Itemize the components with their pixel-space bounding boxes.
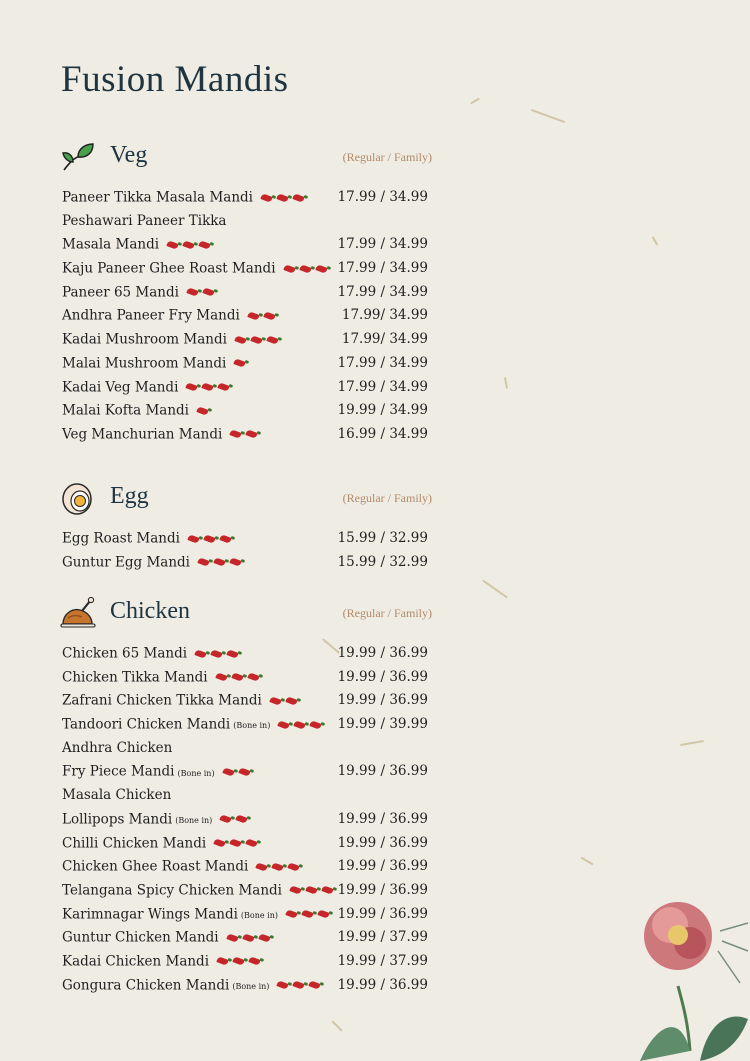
chili-icon — [218, 382, 230, 391]
chili-icon — [256, 862, 268, 871]
menu-item-row — [60, 304, 434, 328]
menu-item-row — [60, 642, 434, 666]
chili-icon — [203, 534, 215, 543]
item-price: 19.99 / 34.99 — [337, 402, 428, 419]
item-price: 15.99 / 32.99 — [337, 530, 428, 546]
item-name: Malai Mushroom Mandi — [62, 355, 227, 372]
spice-level — [234, 352, 250, 376]
spice-level — [186, 376, 234, 400]
chili-icon — [197, 557, 209, 566]
chili-icon — [166, 240, 178, 249]
roast-chicken-icon — [60, 596, 96, 632]
item-price: 19.99 / 36.99 — [337, 881, 428, 898]
chili-icon — [213, 838, 225, 847]
bone-in-note: (Bone in) — [233, 721, 271, 731]
item-price: 19.99 / 36.99 — [337, 905, 428, 922]
item-name: Guntur Egg Mandi — [62, 554, 190, 571]
menu-item-row — [60, 950, 434, 974]
item-name: Masala Mandi — [62, 236, 160, 253]
menu-item — [62, 399, 213, 423]
item-price: 17.99 / 34.99 — [337, 354, 428, 371]
menu-list — [60, 642, 434, 997]
menu-item-row — [60, 879, 434, 903]
menu-item-row — [60, 666, 434, 690]
spice-level — [187, 281, 219, 305]
item-price: 17.99 / 34.99 — [337, 260, 428, 277]
chili-icon — [248, 957, 260, 966]
item-price: 19.99 / 36.99 — [337, 858, 428, 875]
menu-item — [62, 328, 283, 352]
menu-item — [62, 210, 226, 234]
item-price: 17.99 / 34.99 — [337, 189, 428, 205]
menu-item — [62, 666, 264, 690]
item-price: 19.99 / 36.99 — [337, 668, 428, 685]
chili-icon — [202, 288, 214, 297]
item-name: Gongura Chicken Mandi — [62, 976, 230, 993]
menu-item-row — [60, 855, 434, 879]
menu-item — [62, 926, 275, 950]
spice-level — [167, 233, 215, 257]
chili-icon — [266, 335, 278, 344]
item-name: Chicken 65 Mandi — [62, 645, 188, 662]
chili-icon — [236, 815, 248, 824]
chili-icon — [299, 264, 311, 273]
item-name: Karimnagar Wings Mandi — [62, 905, 238, 922]
chili-icon — [258, 933, 270, 942]
chili-icon — [309, 980, 321, 989]
menu-item — [62, 551, 246, 575]
chili-icon — [232, 957, 244, 966]
chili-icon — [276, 193, 288, 202]
chili-icon — [187, 534, 199, 543]
spice-level — [198, 551, 246, 575]
menu-item — [62, 713, 326, 738]
menu-item-row — [60, 551, 434, 575]
chili-icon — [247, 672, 259, 681]
section-egg — [60, 481, 434, 574]
spice-level — [214, 832, 262, 856]
chili-icon — [260, 193, 272, 202]
chili-icon — [198, 240, 210, 249]
chili-icon — [229, 557, 241, 566]
item-price: 17.99/ 34.99 — [341, 307, 428, 324]
chili-icon — [294, 720, 306, 729]
item-name: Chilli Chicken Mandi — [62, 834, 207, 851]
item-price: 19.99 / 36.99 — [337, 645, 428, 661]
menu-item — [62, 737, 172, 761]
item-price: 17.99/ 34.99 — [341, 331, 428, 348]
item-name: Paneer Tikka Masala Mandi — [62, 189, 253, 206]
chili-icon — [238, 767, 250, 776]
item-price: 17.99 / 34.99 — [337, 236, 428, 253]
item-price: 19.99 / 36.99 — [337, 810, 428, 827]
menu-item — [62, 281, 219, 305]
item-name: Chicken Tikka Mandi — [62, 669, 208, 686]
chili-icon — [182, 240, 194, 249]
menu-item-row — [60, 737, 434, 761]
item-price: 17.99 / 34.99 — [337, 378, 428, 395]
item-name: Telangana Spicy Chicken Mandi — [62, 882, 283, 899]
chili-icon — [285, 909, 297, 918]
item-name: Kaju Paneer Ghee Roast Mandi — [62, 260, 276, 277]
spice-level — [261, 186, 309, 210]
menu-item-row — [60, 926, 434, 950]
chili-icon — [196, 406, 208, 415]
item-name: Malai Kofta Mandi — [62, 402, 189, 419]
menu-item-row — [60, 760, 434, 784]
menu-item-row — [60, 399, 434, 423]
spice-level — [278, 713, 326, 737]
menu-item — [62, 974, 325, 999]
egg-icon — [60, 481, 96, 517]
chili-icon — [292, 193, 304, 202]
item-name: Zafrani Chicken Tikka Mandi — [62, 692, 262, 709]
menu-item — [62, 642, 243, 666]
menu-item — [62, 760, 255, 785]
chili-icon — [289, 886, 301, 895]
chili-icon — [216, 957, 228, 966]
item-name: Andhra Chicken — [62, 739, 173, 756]
item-name: Fry Piece Mandi — [62, 763, 175, 780]
chili-icon — [285, 696, 297, 705]
menu-item-row — [60, 423, 434, 447]
menu-item — [62, 950, 265, 974]
item-price: 19.99 / 36.99 — [337, 763, 428, 780]
section-title: Veg — [110, 142, 148, 168]
spice-level — [195, 642, 243, 666]
leaf-icon — [60, 140, 96, 176]
chili-icon — [222, 767, 234, 776]
spice-level — [270, 689, 302, 713]
item-name: Kadai Mushroom Mandi — [62, 331, 227, 348]
section-header — [60, 481, 434, 517]
chili-icon — [220, 815, 232, 824]
menu-list — [60, 186, 434, 447]
item-name: Paneer 65 Mandi — [62, 284, 179, 301]
menu-item-row — [60, 689, 434, 713]
chili-icon — [321, 886, 333, 895]
menu-item — [62, 832, 262, 856]
menu-item — [62, 186, 309, 210]
chili-icon — [315, 264, 327, 273]
chili-icon — [245, 838, 257, 847]
spice-level — [197, 399, 213, 423]
spice-level — [188, 527, 236, 551]
flower-illustration — [630, 891, 750, 1061]
chili-icon — [247, 311, 259, 320]
spice-level — [216, 666, 264, 690]
menu-item — [62, 352, 250, 376]
spice-level — [227, 926, 275, 950]
menu-item-row — [60, 713, 434, 737]
chili-icon — [226, 933, 238, 942]
chili-icon — [186, 288, 198, 297]
item-price: 19.99 / 36.99 — [337, 834, 428, 851]
chili-icon — [246, 430, 258, 439]
menu-item-row — [60, 832, 434, 856]
spice-level — [286, 903, 334, 927]
menu-item — [62, 233, 215, 257]
size-columns-label: (Regular / Family) — [342, 150, 432, 164]
chili-icon — [301, 909, 313, 918]
chili-icon — [234, 359, 246, 368]
menu-item-row — [60, 527, 434, 551]
item-price: 17.99 / 34.99 — [337, 283, 428, 300]
menu-item — [62, 855, 304, 879]
size-columns-label: (Regular / Family) — [342, 491, 432, 505]
menu-item — [62, 257, 332, 281]
spice-level — [248, 304, 280, 328]
item-name: Masala Chicken — [62, 787, 172, 804]
chili-icon — [234, 335, 246, 344]
item-name: Lollipops Mandi — [62, 811, 173, 828]
bone-in-note: (Bone in) — [232, 981, 270, 991]
chili-icon — [210, 649, 222, 658]
menu-item — [62, 689, 302, 713]
spice-level — [217, 950, 265, 974]
chili-icon — [288, 862, 300, 871]
item-name: Egg Roast Mandi — [62, 530, 180, 547]
item-name: Veg Manchurian Mandi — [62, 426, 223, 443]
item-name: Andhra Paneer Fry Mandi — [62, 307, 240, 324]
spice-level — [256, 855, 304, 879]
menu-item-row — [60, 210, 434, 234]
menu-item — [62, 903, 334, 928]
section-veg — [60, 140, 434, 447]
spice-level — [220, 808, 252, 832]
section-title: Chicken — [110, 598, 190, 624]
item-price: 19.99 / 39.99 — [337, 716, 428, 733]
menu-item-row — [60, 352, 434, 376]
chili-icon — [226, 649, 238, 658]
item-name: Guntur Chicken Mandi — [62, 929, 219, 946]
item-name: Peshawari Paneer Tikka — [62, 212, 227, 229]
item-name: Kadai Veg Mandi — [62, 378, 179, 395]
chili-icon — [310, 720, 322, 729]
menu-item — [62, 304, 280, 328]
chili-icon — [194, 649, 206, 658]
item-name: Tandoori Chicken Mandi — [62, 716, 231, 733]
menu-item-row — [60, 376, 434, 400]
chili-icon — [242, 933, 254, 942]
menu-item-row — [60, 281, 434, 305]
chili-icon — [283, 264, 295, 273]
menu-item-row — [60, 328, 434, 352]
spice-level — [230, 423, 262, 447]
bone-in-note: (Bone in) — [177, 768, 215, 778]
section-header — [60, 140, 434, 176]
item-price: 16.99 / 34.99 — [337, 425, 428, 442]
menu-item — [62, 423, 262, 447]
chili-icon — [250, 335, 262, 344]
chili-icon — [269, 696, 281, 705]
section-header — [60, 596, 434, 632]
chili-icon — [231, 672, 243, 681]
item-price: 19.99 / 36.99 — [337, 976, 428, 993]
menu-item — [62, 879, 338, 903]
chili-icon — [213, 557, 225, 566]
chili-icon — [202, 382, 214, 391]
spice-level — [290, 879, 338, 903]
menu-item — [62, 527, 236, 551]
menu-item-row — [60, 257, 434, 281]
item-name: Kadai Chicken Mandi — [62, 953, 210, 970]
spice-level — [235, 328, 283, 352]
item-price: 19.99 / 37.99 — [337, 952, 428, 969]
item-price: 19.99 / 36.99 — [337, 692, 428, 709]
menu-item — [62, 784, 171, 808]
section-title: Egg — [110, 483, 149, 509]
chili-icon — [317, 909, 329, 918]
section-chicken — [60, 596, 434, 997]
menu-item-row — [60, 903, 434, 927]
chili-icon — [186, 382, 198, 391]
chili-icon — [277, 980, 289, 989]
spice-level — [277, 974, 325, 998]
chili-icon — [293, 980, 305, 989]
menu-item-row — [60, 808, 434, 832]
chili-icon — [219, 534, 231, 543]
item-price: 15.99 / 32.99 — [337, 553, 428, 570]
chili-icon — [230, 430, 242, 439]
chili-icon — [305, 886, 317, 895]
size-columns-label: (Regular / Family) — [342, 606, 432, 620]
chili-icon — [272, 862, 284, 871]
menu-item — [62, 808, 252, 833]
menu-item-row — [60, 784, 434, 808]
chili-icon — [215, 672, 227, 681]
bone-in-note: (Bone in) — [240, 910, 278, 920]
item-name: Chicken Ghee Roast Mandi — [62, 858, 249, 875]
menu-item-row — [60, 233, 434, 257]
menu-item — [62, 376, 234, 400]
chili-icon — [263, 311, 275, 320]
spice-level — [223, 760, 255, 784]
menu-item-row — [60, 186, 434, 210]
bone-in-note: (Bone in) — [175, 816, 213, 826]
spice-level — [284, 257, 332, 281]
menu-list — [60, 527, 434, 574]
chili-icon — [229, 838, 241, 847]
item-price: 19.99 / 37.99 — [337, 929, 428, 946]
page-title: Fusion Mandis — [61, 59, 289, 100]
chili-icon — [278, 720, 290, 729]
menu-item-row — [60, 974, 434, 998]
